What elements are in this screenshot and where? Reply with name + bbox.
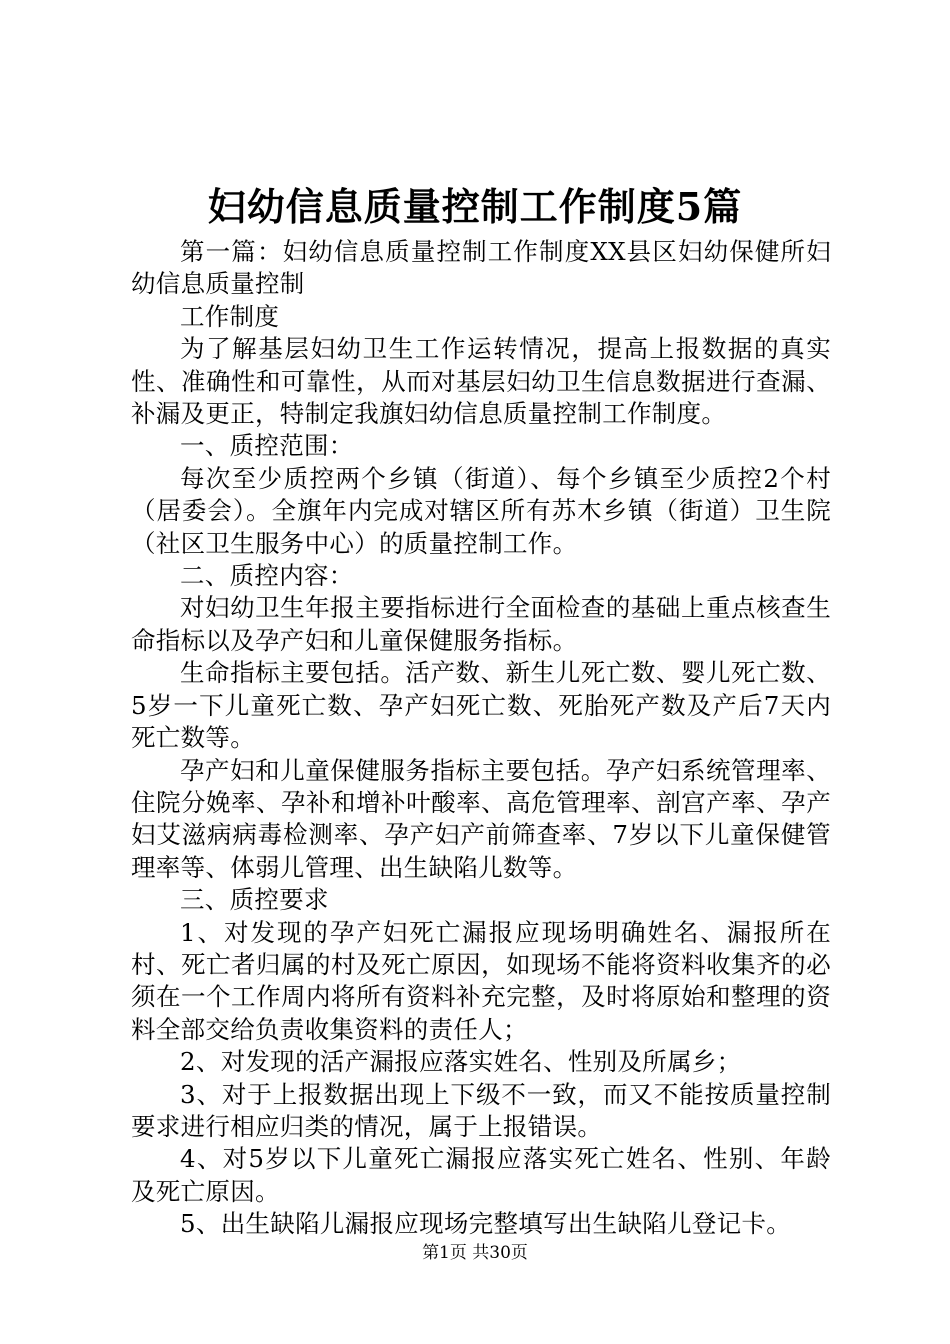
paragraph-intro-heading: 第一篇：妇幼信息质量控制工作制度XX县区妇幼保健所妇幼信息质量控制 [131, 237, 831, 299]
section-heading-requirements: 三、质控要求 [180, 885, 329, 915]
paragraph-system-label: 工作制度 [180, 301, 280, 331]
paragraph-vital-indicators: 生命指标主要包括。活产数、新生儿死亡数、婴儿死亡数、5岁一下儿童死亡数、孕产妇死亡数、死胎死产数及产后7天内死亡数等。 [131, 658, 831, 753]
paragraph-purpose: 为了解基层妇幼卫生工作运转情况，提高上报数据的真实性、准确性和可靠性，从而对基层妇幼卫生信息数据进行查漏、补漏及更正，特制定我旗妇幼信息质量控制工作制度。 [131, 334, 831, 429]
list-item-requirement-3: 3、对于上报数据出现上下级不一致，而又不能按质量控制要求进行相应归类的情况，属于上报错误。 [131, 1079, 831, 1141]
list-item-requirement-5: 5、出生缺陷儿漏报应现场完整填写出生缺陷儿登记卡。 [180, 1209, 792, 1239]
page-title: 妇幼信息质量控制工作制度5篇 [207, 184, 743, 229]
page-number-footer: 第1页 共30页 [422, 1243, 528, 1263]
paragraph-service-indicators: 孕产妇和儿童保健服务指标主要包括。孕产妇系统管理率、住院分娩率、孕补和增补叶酸率、高危管理率、剖宫产率、孕产妇艾滋病病毒检测率、孕产妇产前筛查率、7岁以下儿童保健管理率等、体弱儿管理、出生缺陷儿数等。 [131, 755, 831, 882]
document-body [131, 236, 831, 1241]
section-heading-scope: 一、质控范围： [180, 431, 354, 461]
list-item-requirement-2: 2、对发现的活产漏报应落实姓名、性别及所属乡； [180, 1047, 742, 1077]
list-item-requirement-1: 1、对发现的孕产妇死亡漏报应现场明确姓名、漏报所在村、死亡者归属的村及死亡原因，如现场不能将资料收集齐的必须在一个工作周内将所有资料补充完整，及时将原始和整理的资料全部交给负责收集资料的责任人； [131, 917, 831, 1044]
section-heading-content: 二、质控内容： [180, 561, 354, 591]
paragraph-scope: 每次至少质控两个乡镇（街道）、每个乡镇至少质控2个村（居委会）。全旗年内完成对辖区所有苏木乡镇（街道）卫生院（社区卫生服务中心）的质量控制工作。 [131, 463, 831, 558]
list-item-requirement-4: 4、对5岁以下儿童死亡漏报应落实死亡姓名、性别、年龄及死亡原因。 [131, 1144, 831, 1206]
paragraph-content: 对妇幼卫生年报主要指标进行全面检查的基础上重点核查生命指标以及孕产妇和儿童保健服务指标。 [131, 593, 831, 655]
